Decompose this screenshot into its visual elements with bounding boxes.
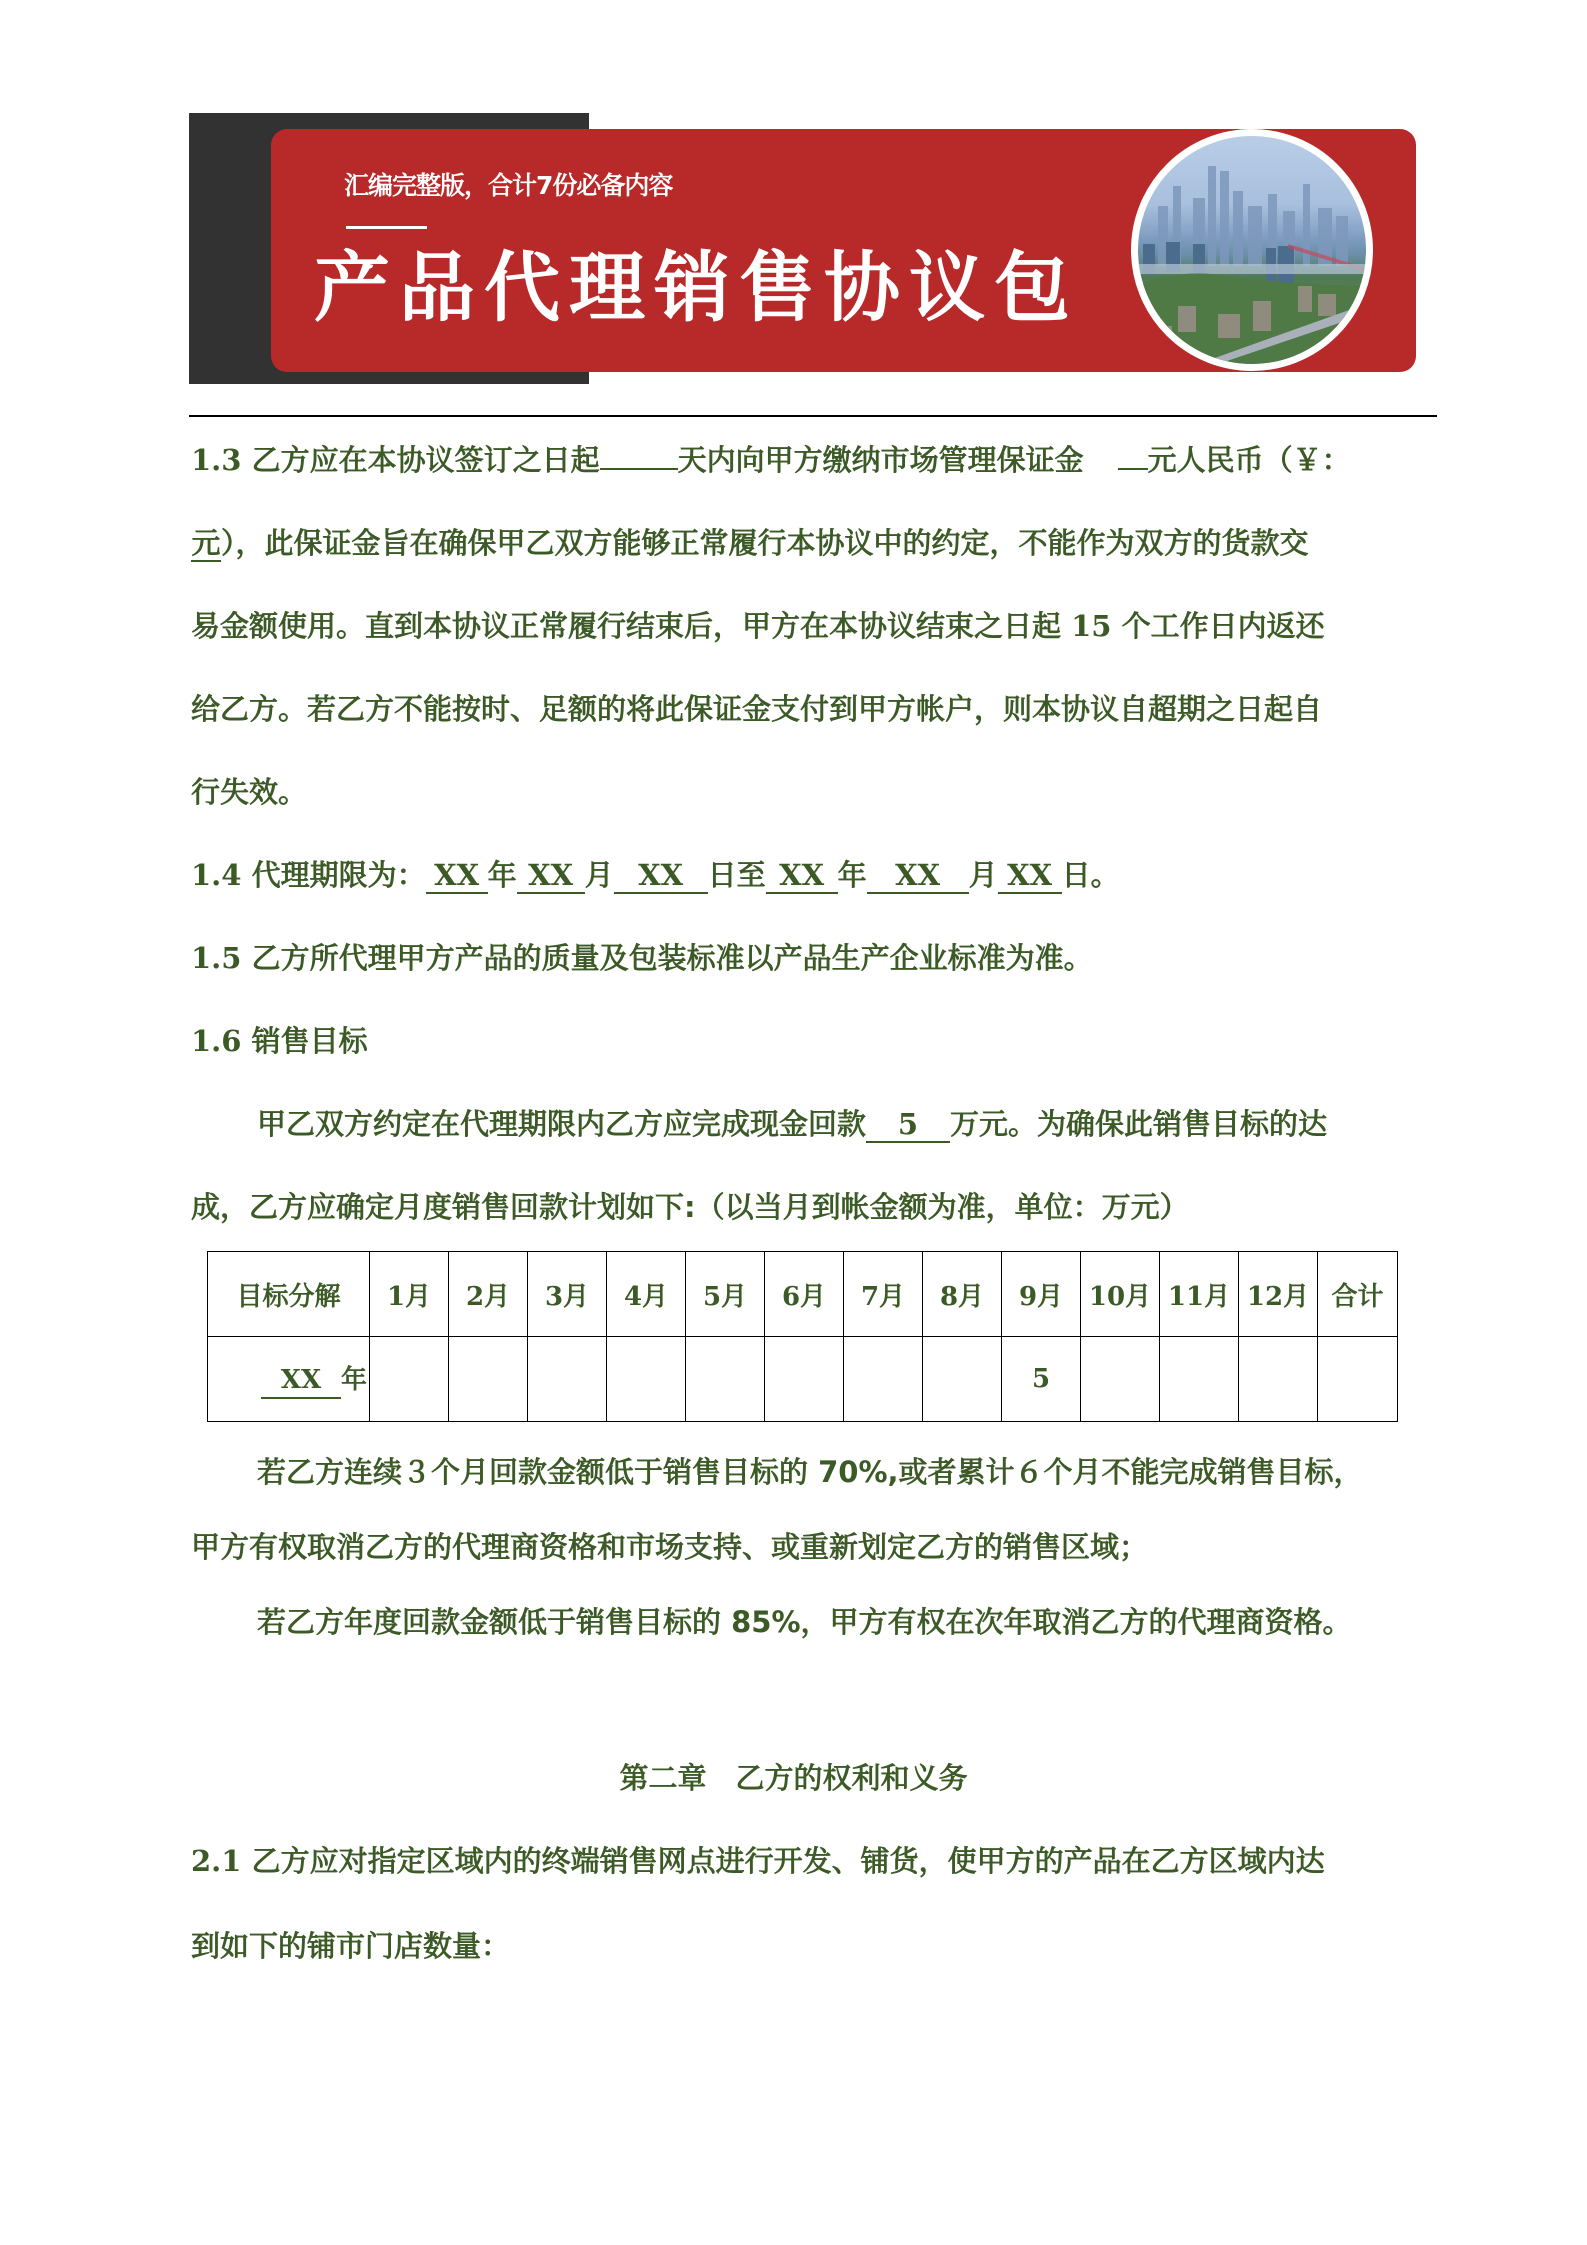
sales-target-para-line-1: 甲乙双方约定在代理期限内乙方应完成现金回款 5 万元。为确保此销售目标的达 [257,1107,1328,1141]
table-header-cell: 合计 [1318,1252,1398,1337]
table-row [208,1337,1398,1422]
table-header-cell: 8月 [923,1252,1002,1337]
table-header-cell: 6月 [765,1252,844,1337]
deposit-amount-blank[interactable] [1118,468,1148,470]
table-header-cell: 9月 [1002,1252,1081,1337]
deposit-days-blank[interactable] [600,468,678,470]
table-cell-jun[interactable] [765,1337,844,1422]
table-cell-apr[interactable] [607,1337,686,1422]
section-1-3-line-5: 行失效。 [191,775,308,809]
penalty-para-line-1: 若乙方连续３个月回款金额低于销售目标的 70%,或者累计６个月不能完成销售目标， [257,1455,1363,1489]
table-header-cell: 2月 [449,1252,528,1337]
table-cell-oct[interactable] [1081,1337,1160,1422]
section-1-3-line-3: 易金额使用。直到本协议正常履行结束后，甲方在本协议结束之日起 15 个工作日内返还 [191,609,1325,643]
banner-title: 产品代理销售协议包 [314,243,1079,332]
table-header-cell: 11月 [1160,1252,1239,1337]
sales-target-para-line-2: 成，乙方应确定月度销售回款计划如下:（以当月到帐金额为准，单位：万元） [191,1190,1189,1224]
header-rule [189,415,1437,417]
table-header-cell: 1月 [370,1252,449,1337]
table-header-cell: 10月 [1081,1252,1160,1337]
start-month-field[interactable]: XX [517,858,585,894]
table-cell-sep[interactable]: 5 [1002,1337,1081,1422]
section-1-4: 1.4 代理期限为： XX 年 XX 月 XX 日至 XX 年 XX 月 XX 日。 [191,858,1120,892]
banner-subtitle: 汇编完整版，合计7份必备内容 [344,171,673,200]
banner-divider [346,226,427,229]
section-1-3-line-2: 元），此保证金旨在确保甲乙双方能够正常履行本协议中的约定，不能作为双方的货款交 [191,526,1309,560]
table-year-field[interactable]: XX [261,1363,341,1399]
monthly-target-table [207,1251,1398,1422]
table-header-cell: 7月 [844,1252,923,1337]
start-day-field[interactable]: XX [614,858,708,894]
end-month-field[interactable]: XX [867,858,969,894]
table-header-cell: 5月 [686,1252,765,1337]
section-2-1-line-2: 到如下的铺市门店数量： [191,1929,511,1963]
annual-penalty-para: 若乙方年度回款金额低于销售目标的 85%，甲方有权在次年取消乙方的代理商资格。 [257,1605,1352,1639]
table-header-cell: 12月 [1239,1252,1318,1337]
table-cell-jan[interactable] [370,1337,449,1422]
table-header-cell: 目标分解 [208,1252,370,1337]
table-cell-aug[interactable] [923,1337,1002,1422]
table-cell-total[interactable] [1318,1337,1398,1422]
penalty-para-line-2: 甲方有权取消乙方的代理商资格和市场支持、或重新划定乙方的销售区域； [191,1530,1149,1564]
section-1-3-line-4: 给乙方。若乙方不能按时、足额的将此保证金支付到甲方帐户，则本协议自超期之日起自 [191,692,1323,726]
chapter-2-title: 第二章 乙方的权利和义务 [619,1761,968,1795]
table-header-cell: 3月 [528,1252,607,1337]
end-day-field[interactable]: XX [998,858,1062,894]
table-cell-mar[interactable] [528,1337,607,1422]
table-cell-may[interactable] [686,1337,765,1422]
table-cell-feb[interactable] [449,1337,528,1422]
section-2-1-line-1: 2.1 乙方应对指定区域内的终端销售网点进行开发、铺货，使甲方的产品在乙方区域内达 [191,1844,1325,1878]
table-cell-dec[interactable] [1239,1337,1318,1422]
table-header-cell: 4月 [607,1252,686,1337]
section-1-6-heading: 1.6 销售目标 [191,1024,368,1058]
section-1-3-line-1: 1.3 乙方应在本协议签订之日起 天内向甲方缴纳市场管理保证金 元人民币（￥： [191,443,1351,477]
skyline-icon [1138,136,1366,364]
start-year-field[interactable]: XX [426,858,488,894]
city-skyline-photo [1131,129,1373,371]
table-year-cell: XX 年 [208,1337,370,1422]
table-header-row [208,1252,1398,1337]
deposit-yuan-blank[interactable]: 元 [191,526,221,560]
sales-target-amount-field[interactable]: 5 [866,1107,950,1143]
end-year-field[interactable]: XX [766,858,838,894]
table-cell-nov[interactable] [1160,1337,1239,1422]
section-1-5: 1.5 乙方所代理甲方产品的质量及包装标准以产品生产企业标准为准。 [191,941,1093,975]
table-cell-jul[interactable] [844,1337,923,1422]
